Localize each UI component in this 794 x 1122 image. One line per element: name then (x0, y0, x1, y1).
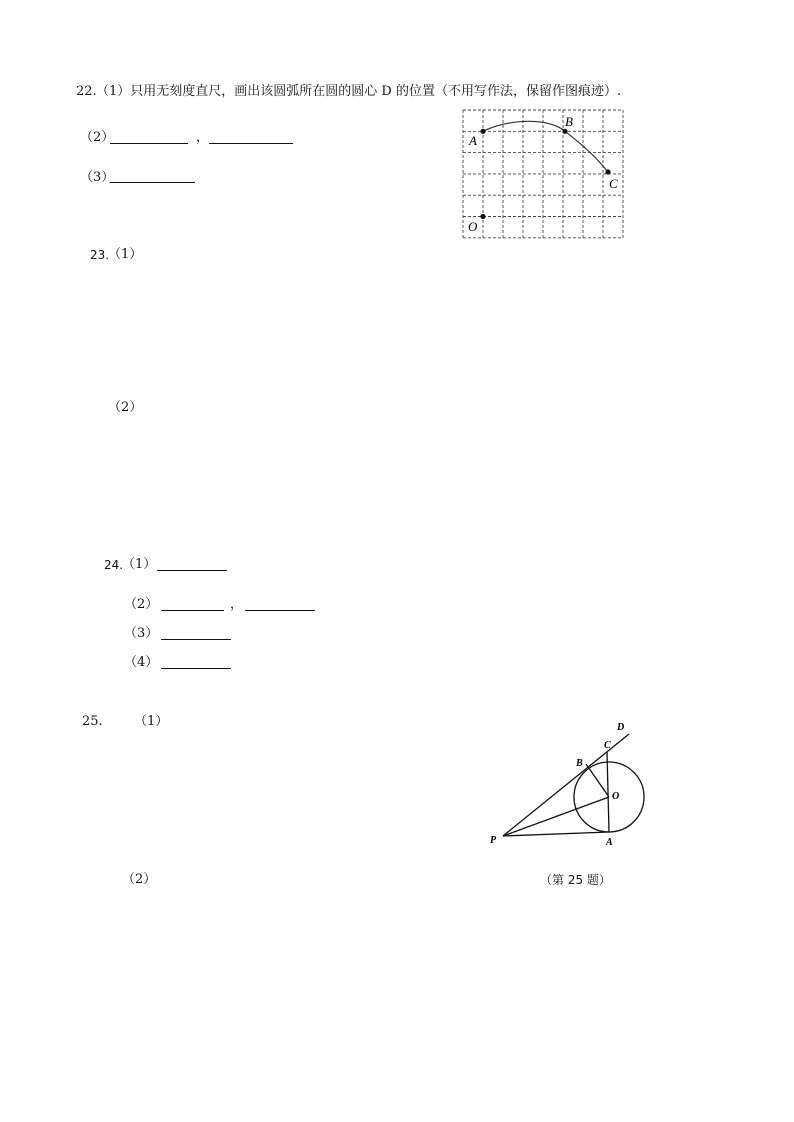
q25-part2-label: （2） (122, 872, 157, 887)
q24-part3-label: （3） (124, 626, 159, 641)
q24-part2-blank-1[interactable] (161, 610, 224, 611)
q23-part2-label: （2） (108, 400, 143, 415)
q24-part1-blank[interactable] (157, 570, 227, 571)
q24-part4-blank[interactable] (161, 668, 231, 669)
q25-figure-caption: （第 25 题） (540, 873, 611, 887)
q22-part3-label: （3） (80, 170, 115, 185)
q24-part1-label: （1） (122, 557, 157, 572)
point-b (562, 129, 567, 134)
q25-number: 25. (82, 714, 103, 729)
label-a: A (469, 133, 477, 148)
q24-part2-comma: ， (230, 597, 244, 612)
label-c: C (609, 176, 618, 191)
line-po (503, 797, 609, 836)
q23-number: 23. (90, 248, 110, 262)
q22-grid-figure (455, 100, 640, 245)
q22-part2-label: （2） (80, 130, 115, 145)
q24-number: 24. (104, 558, 124, 572)
point-a (480, 129, 485, 134)
label-b: B (565, 114, 573, 129)
q22-part2-blank-2[interactable] (209, 143, 293, 144)
point-c (605, 169, 610, 174)
line-ca (607, 752, 609, 832)
q25-part1-label: （1） (134, 714, 169, 729)
q25-tangent-figure (480, 715, 660, 855)
label-o: O (468, 219, 478, 234)
label-b: B (576, 758, 583, 769)
q22-part1-text: （1）只用无刻度直尺，画出该圆弧所在圆的圆心 D 的位置（不用写作法，保留作图痕迹）. (96, 84, 622, 99)
q24-part3-blank[interactable] (161, 639, 231, 640)
label-d: D (617, 722, 625, 733)
q23-part1-label: （1） (108, 247, 143, 262)
line-pa (503, 832, 609, 836)
q22-part2-comma: ， (196, 130, 210, 145)
point-o (480, 214, 485, 219)
label-o: O (612, 791, 620, 802)
q22-number: 22. (76, 84, 97, 99)
q24-part2-blank-2[interactable] (245, 610, 315, 611)
line-bo (586, 764, 609, 797)
q22-part3-blank[interactable] (110, 182, 195, 183)
label-c: C (604, 740, 611, 751)
q24-part2-label: （2） (124, 597, 159, 612)
arc-abc (483, 121, 608, 172)
label-p: P (490, 835, 497, 846)
label-a: A (606, 837, 613, 848)
q22-part2-blank-1[interactable] (110, 143, 188, 144)
q24-part4-label: （4） (124, 655, 159, 670)
